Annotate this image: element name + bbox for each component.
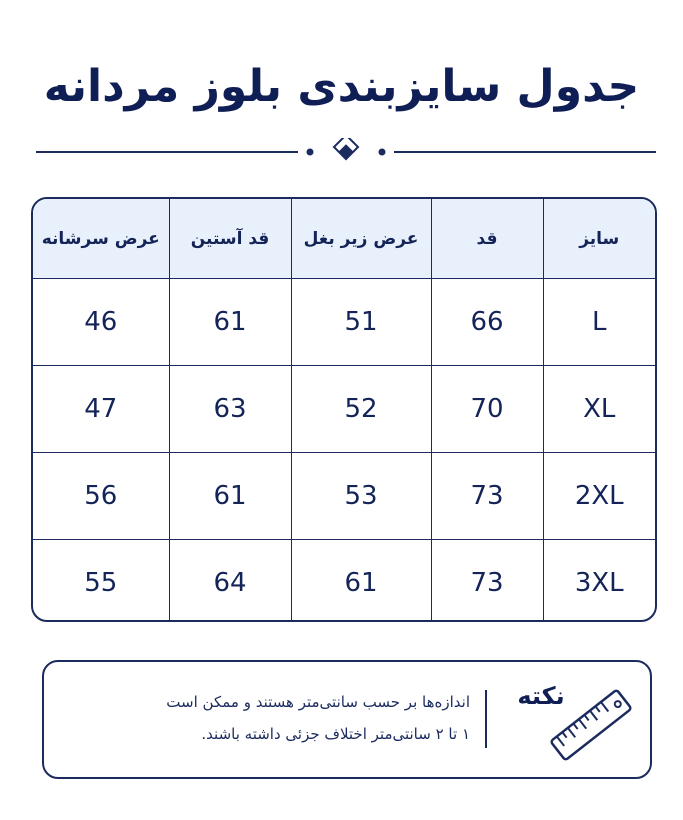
table-row (33, 540, 655, 623)
header-shoulder-width: عرض سرشانه (33, 199, 169, 279)
ruler-icon (545, 685, 637, 765)
cell-shoulder-width: 55 (84, 568, 118, 598)
table-row (33, 279, 655, 366)
cell-length: 70 (431, 366, 543, 453)
cell-chest-width: 51 (291, 279, 431, 366)
note-divider (485, 690, 487, 748)
header-length: قد (431, 199, 543, 279)
cell-length: 73 (431, 540, 543, 623)
cell-sleeve-length: 61 (169, 279, 291, 366)
cell-sleeve-length: 61 (169, 453, 291, 540)
cell-shoulder-width: 56 (33, 453, 169, 540)
table-row (33, 453, 655, 540)
cell-length: 66 (431, 279, 543, 366)
cell-size: 3XL (543, 540, 655, 623)
size-table (31, 197, 657, 622)
table-header-row (33, 199, 655, 279)
header-sleeve-length: قد آستین (169, 199, 291, 279)
note-line-1: اندازه‌ها بر حسب سانتی‌متر هستند و ممکن است (166, 693, 470, 711)
note-title: نکته (517, 682, 565, 710)
header-chest-width: عرض زیر بغل (291, 199, 431, 279)
cell-sleeve-length: 63 (169, 366, 291, 453)
cell-chest-width: 52 (291, 366, 431, 453)
cell-chest-width: 61 (291, 540, 431, 623)
page-title: جدول سایزبندی بلوز مردانه (43, 61, 640, 112)
cell-length: 73 (431, 453, 543, 540)
note-text (70, 686, 470, 750)
table-row (33, 366, 655, 453)
cell-size: 2XL (543, 453, 655, 540)
cell-shoulder-width: 46 (33, 279, 169, 366)
cell-size: L (543, 279, 655, 366)
cell-size: XL (543, 366, 655, 453)
note-line-2: ۱ تا ۲ سانتی‌متر اختلاف جزئی داشته باشند. (201, 725, 470, 743)
cell-chest-width: 53 (291, 453, 431, 540)
header-size: سایز (543, 199, 655, 279)
cell-shoulder-width: 47 (33, 366, 169, 453)
title-divider (36, 138, 656, 166)
cell-sleeve-length: 64 (169, 540, 291, 623)
